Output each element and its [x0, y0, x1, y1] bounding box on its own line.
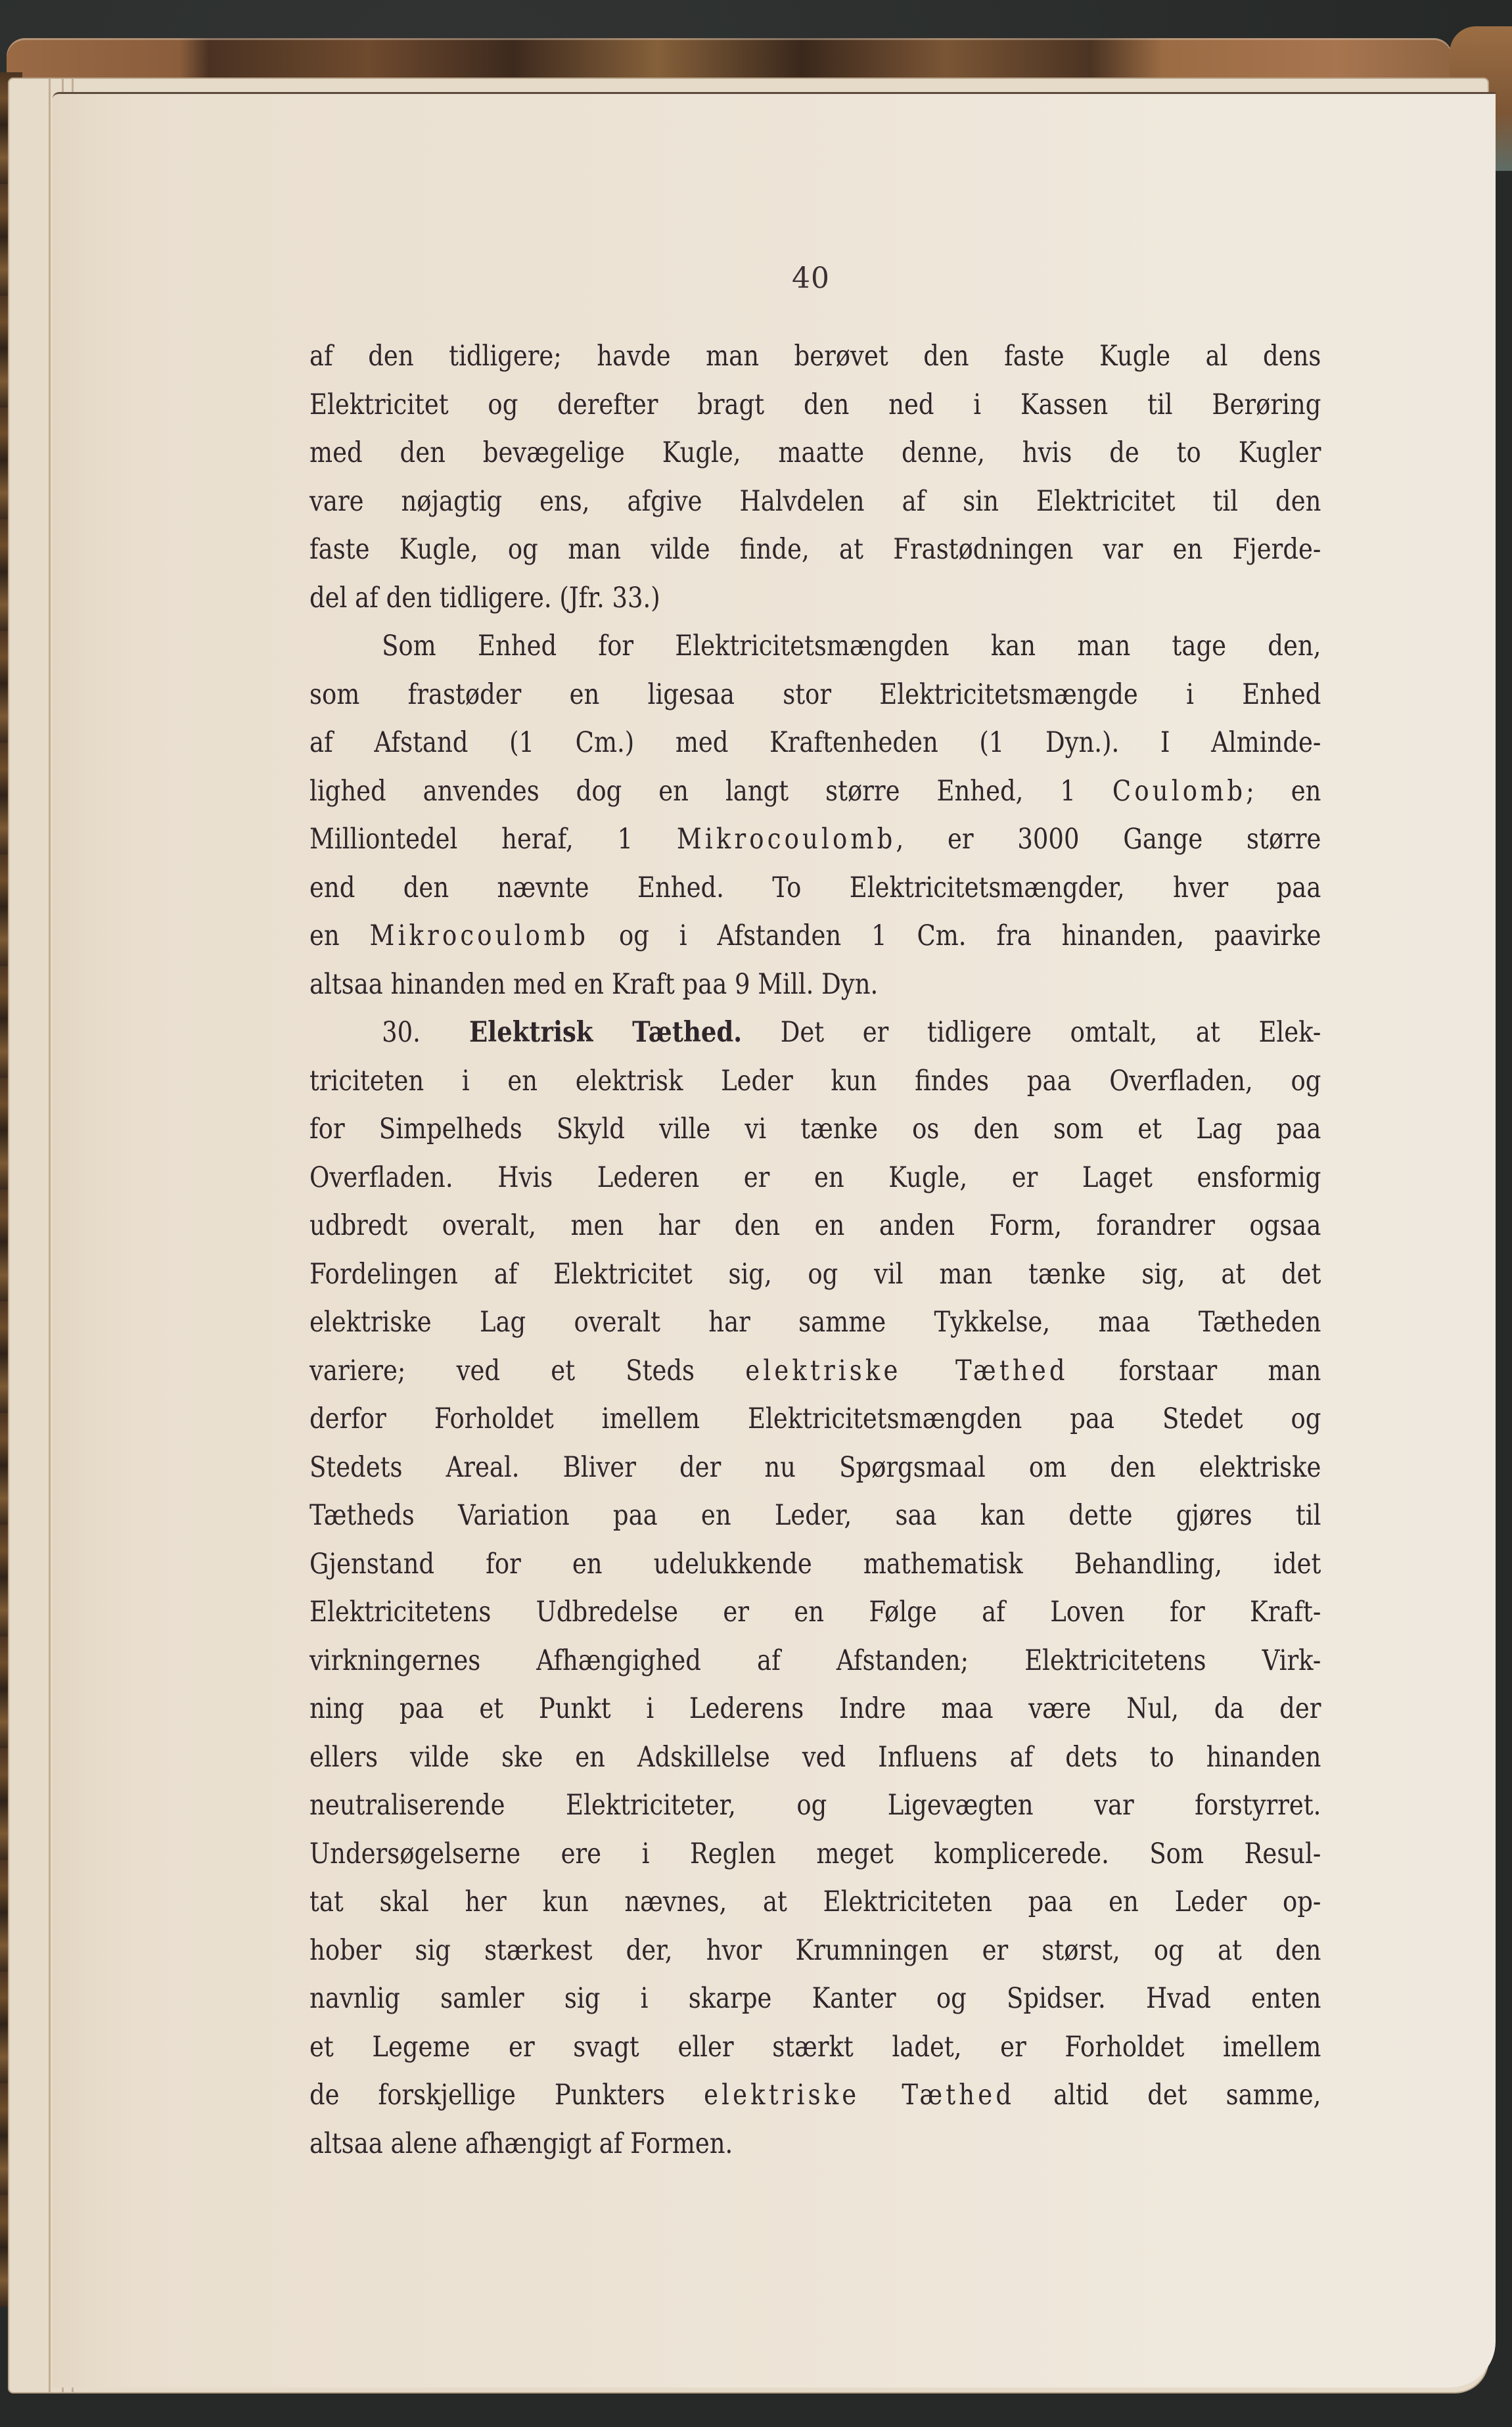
text-line: ning paa et Punkt i Lederens Indre maa være Nul, da der [309, 1692, 1321, 1725]
text-line: udbredt overalt, men har den en anden Form, forandrer ogsaa [309, 1209, 1321, 1242]
section-heading: Elektrisk Tæthed. [469, 1016, 743, 1049]
paragraph-1 [309, 333, 1321, 622]
text-line: hober sig stærkest der, hvor Krumningen er størst, og at den [309, 1933, 1321, 1967]
text-line: Gjenstand for en udelukkende mathematisk Behandling, idet [309, 1547, 1321, 1581]
text-line: Fordelingen af Elektricitet sig, og vil man tænke sig, at det [309, 1257, 1321, 1291]
text-line: variere; ved et Steds elektriske Tæthed forstaar man [309, 1354, 1321, 1387]
emphasized-term: Coulomb [1112, 774, 1247, 808]
text-line: del af den tidligere. (Jfr. 33.) [309, 581, 660, 614]
emphasized-term: elektriske Tæthed [704, 2079, 1015, 2112]
text-line: de forskjellige Punkters elektriske Tæthed altid det samme, [309, 2079, 1321, 2112]
text-line: med den bevægelige Kugle, maatte denne, hvis de to Kugler [309, 436, 1321, 469]
page-edge-line [49, 79, 51, 2392]
text-line: Overfladen. Hvis Lederen er en Kugle, er Laget ensformig [309, 1161, 1321, 1194]
text-line: elektriske Lag overalt har samme Tykkelse, maa Tætheden [309, 1306, 1321, 1339]
section-heading-line [309, 1009, 1321, 1057]
text-line: neutraliserende Elektriciteter, og Ligevægten var forstyrret. [309, 1789, 1321, 1822]
text-line: altsaa alene afhængigt af Formen. [309, 2127, 733, 2160]
text-line: derfor Forholdet imellem Elektricitetsmængden paa Stedet og [309, 1402, 1321, 1435]
text-line: end den nævnte Enhed. To Elektricitetsmængder, hver paa [309, 871, 1321, 904]
text-line: navnlig samler sig i skarpe Kanter og Spidser. Hvad enten [309, 1982, 1321, 2015]
text-line: Elektricitet og derefter bragt den ned i Kassen til Berøring [309, 388, 1321, 421]
text-line: altsaa hinanden med en Kraft paa 9 Mill. Dyn. [309, 967, 879, 1001]
text-line: Stedets Areal. Bliver der nu Spørgsmaal om den elektriske [309, 1450, 1321, 1484]
text-line: tat skal her kun nævnes, at Elektriciteten paa en Leder op- [309, 1885, 1321, 1918]
text-line: lighed anvendes dog en langt større Enhed, 1 Coulomb; en [309, 774, 1321, 808]
text-line: Undersøgelserne ere i Reglen meget komplicerede. Som Resul- [309, 1837, 1321, 1870]
text-line: Elektricitetens Udbredelse er en Følge af Loven for Kraft- [309, 1596, 1321, 1629]
section-first-line-text: Det er tidligere omtalt, at Elek- [780, 1016, 1321, 1049]
text-line: Tætheds Variation paa en Leder, saa kan dette gjøres til [309, 1499, 1321, 1532]
text-line: ellers vilde ske en Adskillelse ved Influens af dets to hinanden [309, 1740, 1321, 1774]
text-line: Milliontedel heraf, 1 Mikrocoulomb, er 3000 Gange større [309, 823, 1321, 856]
text-line: af den tidligere; havde man berøvet den faste Kugle al dens [309, 340, 1321, 373]
text-line: virkningernes Afhængighed af Afstanden; Elektricitetens Virk- [309, 1644, 1321, 1677]
page-number: 40 [792, 262, 830, 295]
text-line: af Afstand (1 Cm.) med Kraftenheden (1 Dyn.). I Alminde- [309, 726, 1321, 759]
text-line: Som Enhed for Elektricitetsmængden kan man tage den, [382, 630, 1321, 662]
text-line: faste Kugle, og man vilde finde, at Frastødningen var en Fjerde- [309, 533, 1321, 566]
text-line: en Mikrocoulomb og i Afstanden 1 Cm. fra hinanden, paavirke [309, 919, 1321, 952]
paragraph-2 [309, 622, 1321, 1009]
text-line: vare nøjagtig ens, afgive Halvdelen af sin Elektricitet til den [309, 484, 1321, 518]
section-number: 30. [382, 1016, 421, 1049]
page-body-text [309, 333, 1321, 2168]
text-line: for Simpelheds Skyld ville vi tænke os den som et Lag paa [309, 1113, 1321, 1145]
emphasized-term: elektriske Tæthed [745, 1354, 1068, 1387]
text-line: et Legeme er svagt eller stærkt ladet, er Forholdet imellem [309, 2030, 1321, 2064]
emphasized-term: Mikrocoulomb [676, 823, 896, 856]
text-line: som frastøder en ligesaa stor Elektricitetsmængde i Enhed [309, 678, 1321, 711]
text-line: triciteten i en elektrisk Leder kun findes paa Overfladen, og [309, 1064, 1321, 1098]
section-30 [309, 1009, 1321, 2168]
emphasized-term: Mikrocoulomb [369, 919, 589, 952]
